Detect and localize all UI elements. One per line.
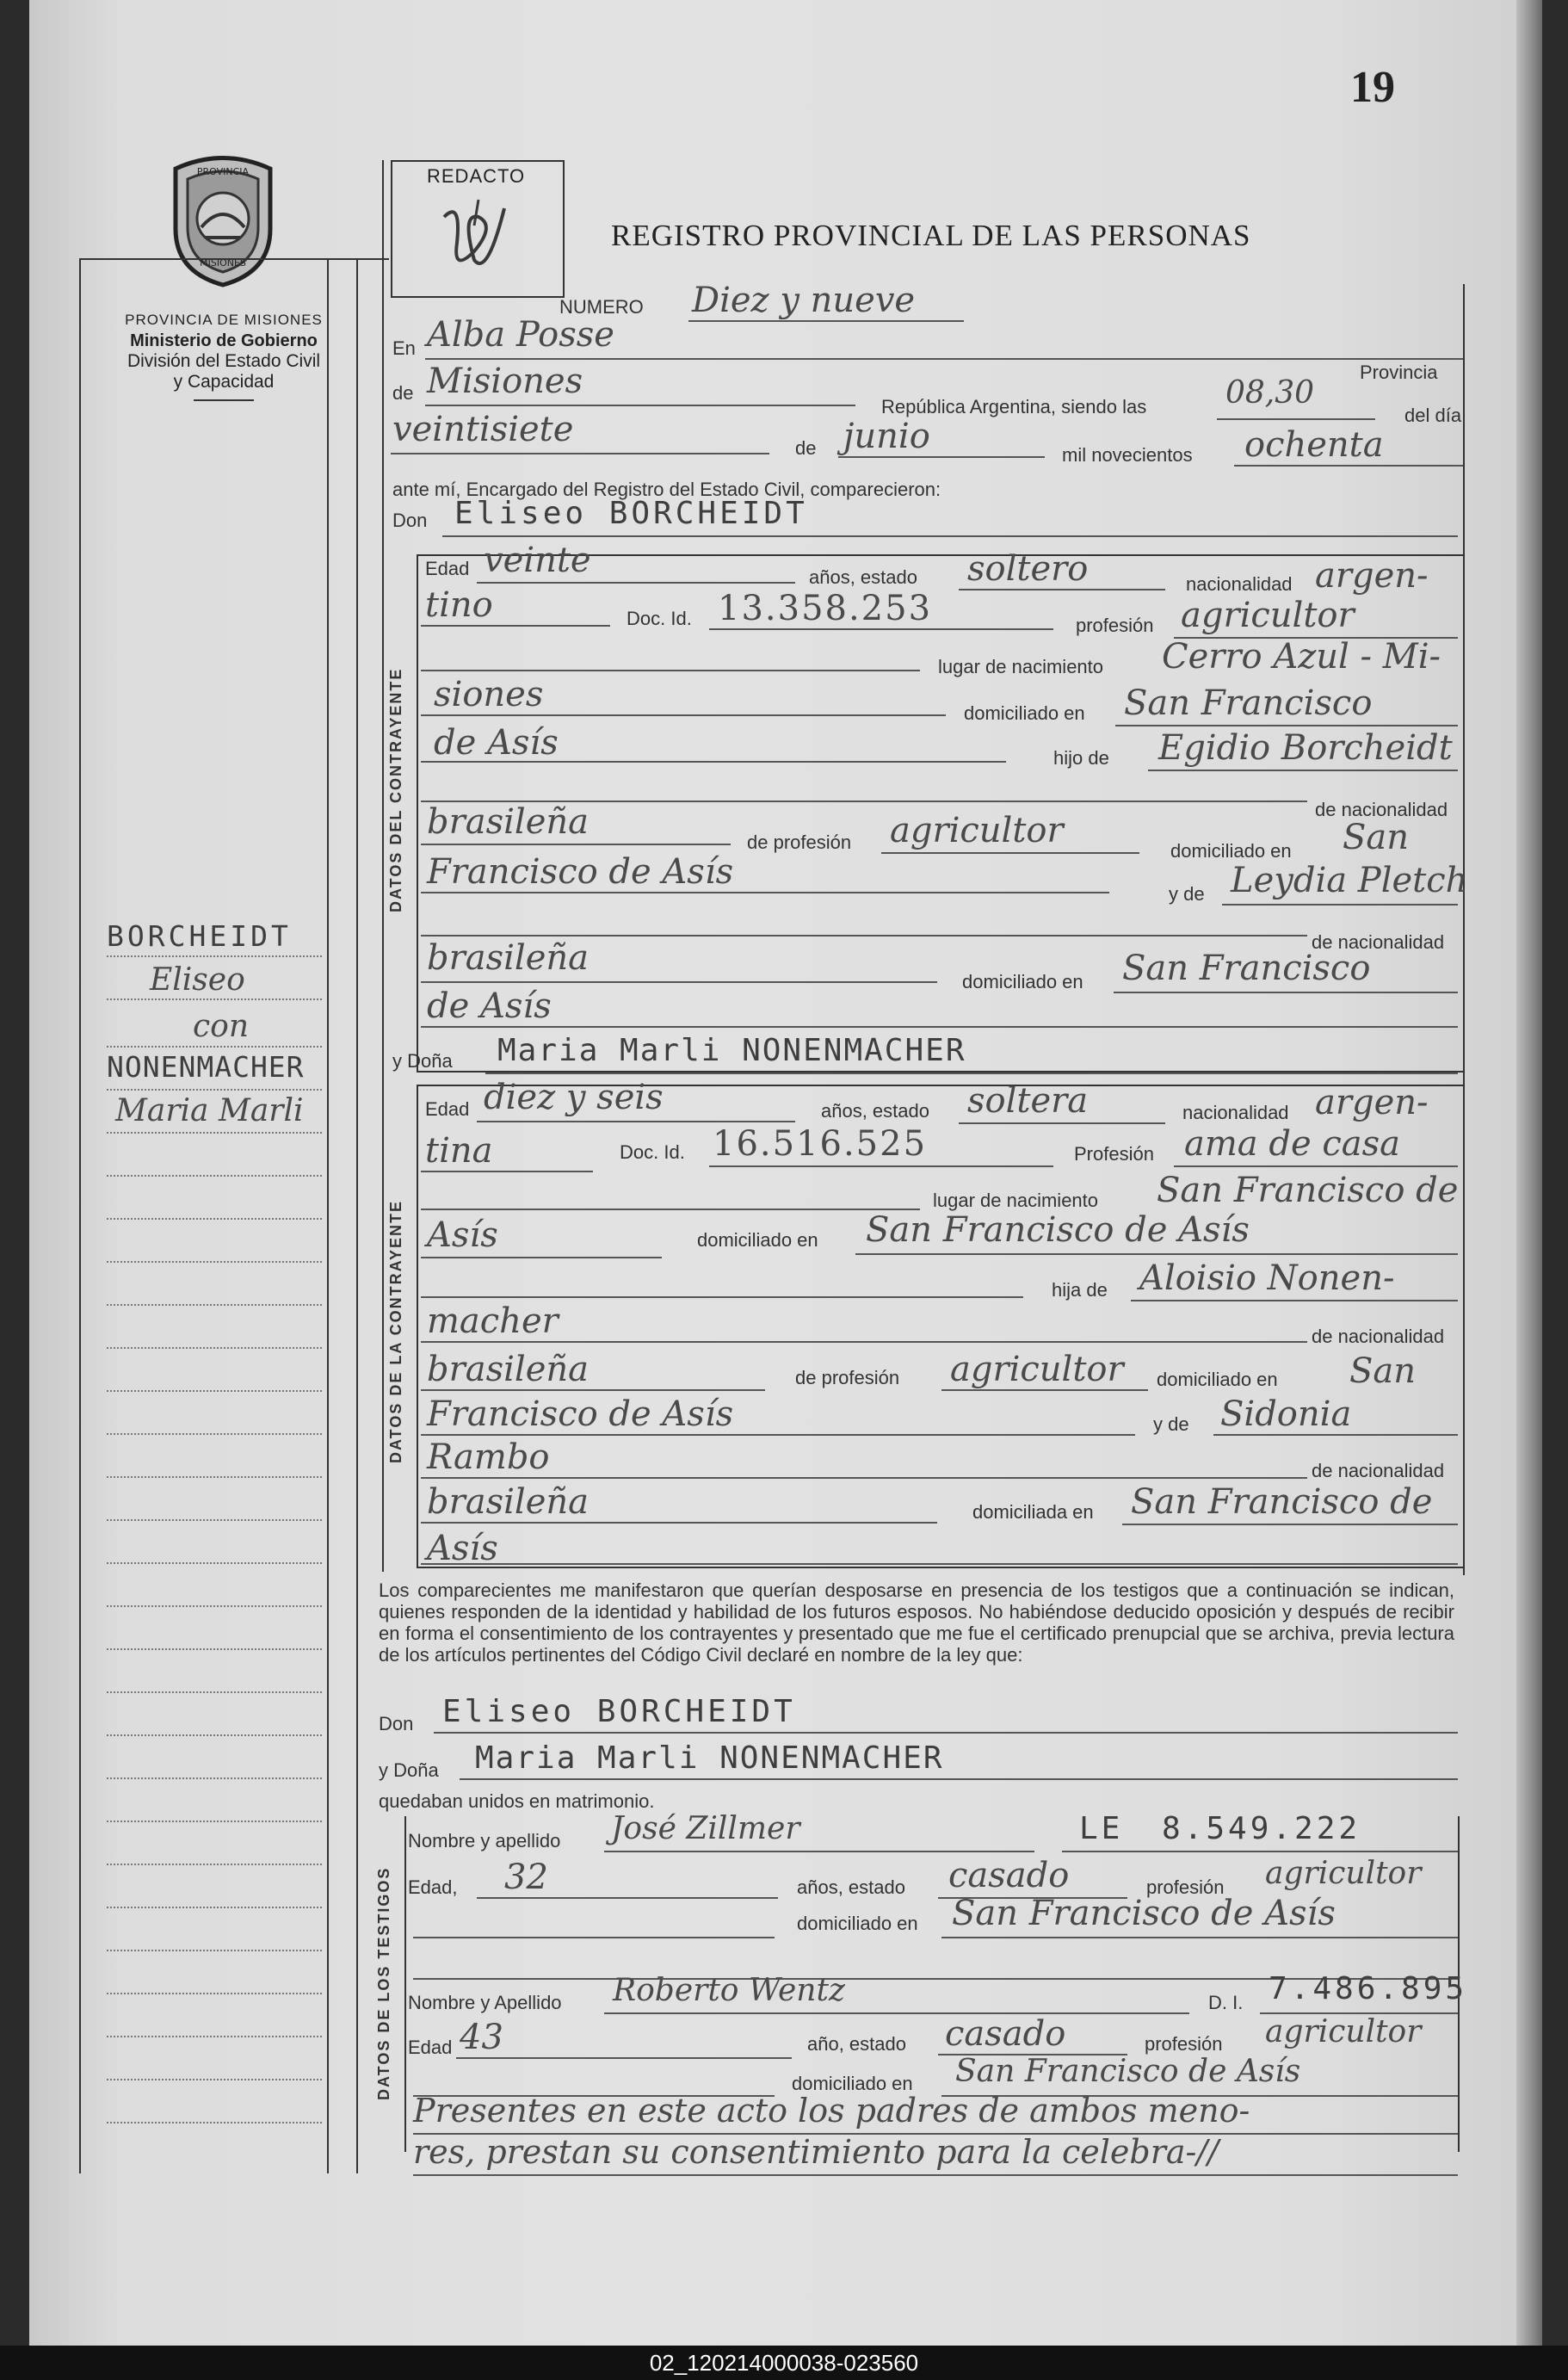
t1-prof: agricultor [1265,1856,1422,1891]
contrayente-profesion: agricultor [1181,596,1355,635]
dona-label: y Doña [392,1050,453,1072]
contrayente-dom-2: de Asís [434,723,559,763]
dia-value: veintisiete [392,410,574,449]
footer-image-id: 02_120214000038-023560 [0,2346,1568,2380]
contrayente-madre: Leydia Pletch [1231,861,1468,900]
contrayenta-estado: soltera [967,1081,1089,1121]
t1-nombre: José Zillmer [611,1811,800,1846]
redacto-signature-icon [427,191,530,286]
contrayenta-madre-dom-2: Asís [427,1529,498,1568]
provincial-seal-icon [158,151,287,289]
t1-doc: 8.549.222 [1162,1811,1361,1846]
ministry-name: Ministerio de Gobierno [130,331,318,350]
contrayenta-side-label: DATOS DE LA CONTRAYENTE [387,1199,404,1463]
contrayenta-nac-1: argen- [1315,1083,1429,1122]
redacto-stamp [391,160,565,298]
t1-estado: casado [948,1856,1070,1895]
contrayente-lugar-1: Cerro Azul - Mi- [1162,637,1441,677]
decl-don-label: Don [379,1713,414,1734]
contrayente-estado: soltero [967,549,1089,589]
contrayente-lugar-2: siones [434,675,544,714]
numero-value: Diez y nueve [692,281,916,320]
document-title: REGISTRO PROVINCIAL DE LAS PERSONAS [611,219,1251,252]
redacto-label: REDACTO [427,165,526,187]
contrayenta-madre-nac: brasileña [427,1482,589,1522]
t2-estado: casado [945,2014,1066,2054]
contrayenta-edad: diez y seis [484,1078,664,1117]
t1-dom: San Francisco de Asís [952,1894,1336,1933]
t2-prof: agricultor [1265,2014,1422,2049]
note-line-1: Presentes en este acto los padres de ambos meno- [413,2092,1250,2130]
decl-unidos: quedaban unidos en matrimonio. [379,1790,655,1812]
contrayenta-padre-dom-2: Francisco de Asís [427,1394,734,1434]
de-label: de [392,382,414,404]
del-dia-label: del día [1404,405,1462,426]
numero-label: NUMERO [559,296,644,318]
contrayenta-padre-1: Aloisio Nonen- [1139,1258,1395,1298]
margin-con: con [193,1009,250,1044]
contrayenta-padre-2: macher [427,1301,559,1341]
margin-surname-2: NONENMACHER [107,1050,305,1084]
en-value: Alba Posse [427,315,614,355]
contrayente-nac-2: tino [425,585,493,625]
t2-dom: San Francisco de Asís [955,2054,1301,2089]
decl-don-name: Eliseo BORCHEIDT [442,1694,796,1729]
contrayenta-padre-dom-1: San [1349,1351,1417,1391]
contrayenta-madre-1: Sidonia [1220,1394,1352,1434]
contrayente-nac-1: argen- [1315,556,1429,596]
t2-nombre: Roberto Wentz [613,1973,845,2008]
contrayente-doc: 13.358.253 [718,589,933,628]
margin-surname: BORCHEIDT [107,919,292,953]
de-value: Misiones [427,362,583,401]
seal-bottom-text: MISIONES [200,257,246,269]
contrayenta-padre-nac: brasileña [427,1350,589,1389]
contrayente-padre-prof: agricultor [890,811,1064,850]
anio-value: ochenta [1244,425,1384,465]
decl-dona-label: y Doña [379,1759,439,1781]
t2-doc: 7.486.895 [1269,1971,1468,2006]
page-number: 19 [1350,63,1395,112]
en-label: En [392,337,416,359]
testigos-side-label: DATOS DE LOS TESTIGOS [375,1866,392,2100]
de2-label: de [795,437,817,459]
contrayenta-doc: 16.516.525 [713,1124,928,1164]
contrayenta-madre-2: Rambo [427,1437,550,1477]
contrayenta-name: Maria Marli NONENMACHER [497,1033,966,1068]
don-label: Don [392,510,428,531]
contrayente-madre-dom-1: San Francisco [1122,949,1371,988]
contrayente-padre-nac: brasileña [427,802,589,842]
ministry-capacity: y Capacidad [173,372,275,392]
contrayente-padre-dom-2: Francisco de Asís [427,852,734,892]
hora-value: 08,30 [1225,375,1315,411]
contrayenta-domicilio: San Francisco de Asís [866,1210,1250,1250]
margin-firstname: Eliseo [150,962,245,998]
contrayente-name: Eliseo BORCHEIDT [454,496,808,531]
t1-doc-label: LE [1079,1811,1124,1846]
note-line-2: res, prestan su consentimiento para la celebra-// [413,2133,1219,2171]
contrayenta-padre-prof: agricultor [950,1350,1124,1389]
contrayente-side-label: DATOS DEL CONTRAYENTE [387,667,404,912]
contrayenta-profesion: ama de casa [1184,1124,1400,1164]
contrayenta-lugar-2: Asís [427,1215,498,1255]
contrayente-edad: veinte [484,541,591,580]
provincia-label: Provincia [1360,362,1438,383]
document-page: 19 PROVINCIA MISIONES PROVINCIA DE MISIONES Ministerio de Gobierno División del Estado Civil y Capacidad REDACTO REGISTRO PROVINCIAL DE LAS PERSONAS BORCHEIDT Eliseo con NONENMACHER Maria Marli NUMERO Diez y nueve En Alba Posse Provincia de Misiones República Argentina, siendo las 08,30 del día veintisiete de junio mil novecientos ochenta ante mí, Encargado del Registro del Estado Civil, comparecieron: Don Eliseo BORCHEIDT DATOS DEL CONTRAYENTE Edad veinte años, estado soltero nacionalidad argen- tino Doc. Id. 13.358.253 profesión agricultor lugar de nacimiento Cerro Azul - Mi- siones domiciliado en San Francisco de Asís hijo de Egidio Borcheidt de nacionalidad brasileña de profesión agricultor domiciliado en San Francisco de Asís y de Leydia Pletch de nacionalidad brasileña domiciliado en San Francisco de Asís y Doña Maria Marli NONENMACHER DATOS DE LA CONTRAYENTE Edad diez y seis años, estado soltera nacionalidad argen- tina Doc. Id. 16.516.525 Profesión ama de casa lugar de nacimiento San Francisco de Asís domiciliado en San Francisco de Asís hija de Aloisio Nonen- macher de nacionalidad brasileña de profesión agricultor domiciliado en San Francisco de Asís y de Sidonia Rambo de nacionalidad brasileña domiciliada en San Francisco de Asís Los comparecientes me manifestaron que querían desposarse en presencia de los testigos que a continuación se indican, quienes responden de la identidad y habilidad de los futuros esposos. No habiéndose deducido oposición y después de recibir en forma el consentimiento de los contrayentes y presentado que me fue el certificado prenupcial que se archiva, previa lectura de los artículos pertinentes del Código Civil declaré en nombre de la ley que: Don Eliseo BORCHEIDT y Doña Maria Marli NONENMACHER quedaban unidos en matrimonio. DATOS DE LOS TESTIGOS Nombre y apellido José Zillmer LE 8.549.222 Edad, 32 años, estado casado profesión agricultor domiciliado en San Francisco de Asís Nombre y Apellido Roberto Wentz D. I. 7.486.895 Edad 43 año, estado casado profesión agricultor domiciliado en San Francisco de Asís Presentes en este acto los padres de ambos meno- res, prestan su consentimiento para la celebra-// [29,0,1542,2346]
mes-value: junio [843,417,930,456]
ante-label: ante mí, Encargado del Registro del Estado Civil, comparecieron: [392,479,941,500]
contrayenta-nac-2: tina [425,1131,493,1171]
book-spine [1516,0,1542,2346]
ministry-province: PROVINCIA DE MISIONES [125,312,323,328]
ministry-block [86,310,361,401]
mil-label: mil novecientos [1062,444,1193,466]
margin-firstname-2: Maria Marli [115,1093,304,1128]
ministry-division: División del Estado Civil [127,351,321,371]
declaration-paragraph: Los comparecientes me manifestaron que querían desposarse en presencia de los testigos que a continuación se indican, quienes responden de la identidad y habilidad de los futuros esposos. No habiéndose deducido oposición y después de recibir en forma el consentimiento de los contrayentes y presentado que me fue el certificado prenupcial que se archiva, previa lectura de los artículos pertinentes del Código Civil declaré en nombre de la ley que: [379,1579,1454,1666]
contrayenta-lugar-1: San Francisco de [1157,1171,1459,1210]
contrayente-padre-dom-1: San [1343,818,1410,857]
contrayente-madre-nac: brasileña [427,938,589,978]
decl-dona-name: Maria Marli NONENMACHER [475,1740,944,1776]
contrayenta-madre-dom-1: San Francisco de [1131,1482,1433,1522]
contrayente-madre-dom-2: de Asís [427,986,552,1026]
contrayente-dom-1: San Francisco [1124,683,1373,723]
contrayente-padre: Egidio Borcheidt [1158,728,1453,768]
t2-doc-label: D. I. [1208,1992,1244,2013]
seal-top-text: PROVINCIA [196,166,250,177]
t1-edad: 32 [504,1858,548,1897]
t2-edad: 43 [460,2018,503,2057]
republica-label: República Argentina, siendo las [881,396,1147,417]
